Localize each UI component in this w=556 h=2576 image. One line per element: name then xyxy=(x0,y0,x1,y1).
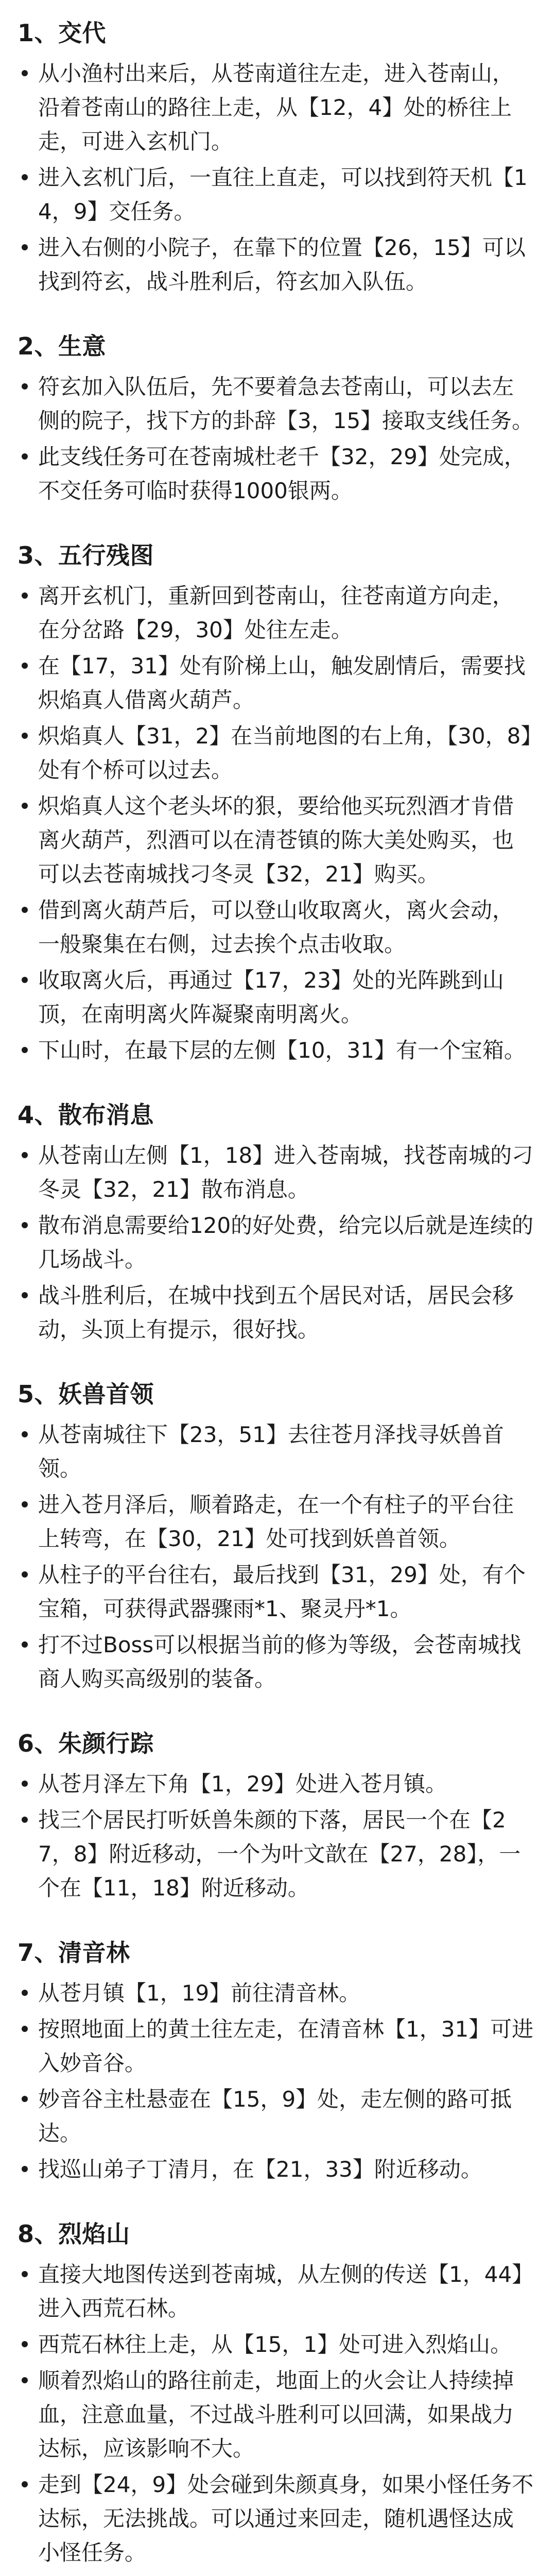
item-text: 散布消息需要给120的好处费，给完以后就是连续的几场战斗。 xyxy=(38,1213,534,1272)
list-item xyxy=(18,1139,534,1207)
bullet-icon xyxy=(22,70,28,76)
item-text: 炽焰真人这个老头坏的狠，要给他买玩烈酒才肯借离火葫芦，烈酒可以在清苍镇的陈大美处购买，也可以去苍南城找刁冬灵【32，21】购买。 xyxy=(38,793,514,887)
item-text: 战斗胜利后，在城中找到五个居民对话，居民会移动，头顶上有提示，很好找。 xyxy=(38,1283,514,1342)
list-item xyxy=(18,789,534,891)
list-item xyxy=(18,1033,534,1067)
bullet-icon xyxy=(22,1501,28,1507)
item-text: 西荒石林往上走，从【15，1】处可进入烈焰山。 xyxy=(38,2332,512,2357)
item-text: 找巡山弟子丁清月，在【21，33】附近移动。 xyxy=(38,2157,482,2182)
item-text: 从苍月镇【1，19】前往清音林。 xyxy=(38,1980,361,2006)
bullet-icon xyxy=(22,2481,28,2487)
bullet-icon xyxy=(22,733,28,739)
bullet-icon xyxy=(22,174,28,180)
list-item xyxy=(18,370,534,438)
section-6 xyxy=(18,1728,534,1905)
list-item xyxy=(18,579,534,647)
list-item xyxy=(18,1558,534,1626)
section-item-list xyxy=(18,2258,534,2576)
bullet-icon xyxy=(22,383,28,389)
list-item xyxy=(18,1803,534,1905)
bullet-icon xyxy=(22,2026,28,2032)
section-item-list xyxy=(18,1418,534,1696)
bullet-icon xyxy=(22,2341,28,2347)
list-item xyxy=(18,1279,534,1347)
section-4 xyxy=(18,1099,534,1347)
section-item-list xyxy=(18,1767,534,1905)
list-item xyxy=(18,2572,534,2576)
section-title: 3、五行残图 xyxy=(18,541,154,569)
list-item xyxy=(18,2328,534,2362)
list-item xyxy=(18,2153,534,2187)
item-text: 从苍南城往下【23，51】去往苍月泽找寻妖兽首领。 xyxy=(38,1422,504,1481)
item-text: 打不过Boss可以根据当前的修为等级，会苍南城找商人购买高级别的装备。 xyxy=(38,1632,522,1691)
section-title: 1、交代 xyxy=(18,19,107,47)
item-text: 在【17，31】处有阶梯上山，触发剧情后，需要找炽焰真人借离火葫芦。 xyxy=(38,653,526,713)
list-item xyxy=(18,231,534,299)
item-text: 从柱子的平台往右，最后找到【31，29】处，有个宝箱，可获得武器骤雨*1、聚灵丹*1。 xyxy=(38,1562,526,1621)
item-text: 从苍南山左侧【1，18】进入苍南城，找苍南城的刁冬灵【32，21】散布消息。 xyxy=(38,1143,534,1202)
item-text: 进入右侧的小院子，在靠下的位置【26，15】可以找到符玄，战斗胜利后，符玄加入队伍。 xyxy=(38,235,526,294)
bullet-icon xyxy=(22,1781,28,1787)
list-item xyxy=(18,1767,534,1801)
bullet-icon xyxy=(22,244,28,250)
item-text: 此支线任务可在苍南城杜老千【32，29】处完成，不交任务可临时获得1000银两。 xyxy=(38,444,526,503)
item-text: 符玄加入队伍后，先不要着急去苍南山，可以去左侧的院子，找下方的卦辞【3，15】接取支线任务。 xyxy=(38,374,534,433)
item-text: 妙音谷主杜悬壶在【15，9】处，走左侧的路可抵达。 xyxy=(38,2087,512,2146)
list-item xyxy=(18,440,534,508)
section-title: 8、烈焰山 xyxy=(18,2220,130,2248)
list-item xyxy=(18,1209,534,1277)
section-7 xyxy=(18,1937,534,2187)
section-item-list xyxy=(18,1139,534,1347)
section-item-list xyxy=(18,370,534,508)
item-text: 从苍月泽左下角【1，29】处进入苍月镇。 xyxy=(38,1771,447,1797)
bullet-icon xyxy=(22,1571,28,1578)
bullet-icon xyxy=(22,803,28,809)
list-item xyxy=(18,1628,534,1696)
bullet-icon xyxy=(22,1817,28,1823)
list-item xyxy=(18,2468,534,2570)
bullet-icon xyxy=(22,2377,28,2383)
bullet-icon xyxy=(22,977,28,983)
list-item xyxy=(18,963,534,1031)
section-title: 6、朱颜行踪 xyxy=(18,1730,154,1757)
item-text: 按照地面上的黄土往左走，在清音林【1，31】可进入妙音谷。 xyxy=(38,2016,534,2076)
section-title: 2、生意 xyxy=(18,332,107,360)
list-item xyxy=(18,2082,534,2150)
list-item xyxy=(18,1976,534,2010)
section-item-list xyxy=(18,57,534,299)
item-text: 进入苍月泽后，顺着路走，在一个有柱子的平台往上转弯，在【30，21】处可找到妖兽首领。 xyxy=(38,1492,514,1551)
section-3 xyxy=(18,540,534,1067)
section-8 xyxy=(18,2218,534,2576)
section-1 xyxy=(18,18,534,299)
bullet-icon xyxy=(22,1222,28,1228)
section-item-list xyxy=(18,1976,534,2187)
item-text: 从小渔村出来后，从苍南道往左走，进入苍南山，沿着苍南山的路往上走，从【12，4】处的桥往上走，可进入玄机门。 xyxy=(38,61,514,154)
item-text: 收取离火后，再通过【17，23】处的光阵跳到山顶，在南明离火阵凝聚南明离火。 xyxy=(38,968,504,1027)
section-item-list xyxy=(18,579,534,1067)
bullet-icon xyxy=(22,2271,28,2277)
bullet-icon xyxy=(22,453,28,460)
list-item xyxy=(18,2258,534,2326)
section-5 xyxy=(18,1379,534,1696)
section-title: 7、清音林 xyxy=(18,1939,130,1967)
item-text: 直接大地图传送到苍南城，从左侧的传送【1，44】进入西荒石林。 xyxy=(38,2262,534,2321)
bullet-icon xyxy=(22,1292,28,1298)
bullet-icon xyxy=(22,1641,28,1648)
list-item xyxy=(18,57,534,159)
list-item xyxy=(18,719,534,787)
list-item xyxy=(18,649,534,717)
bullet-icon xyxy=(22,1990,28,1996)
section-title: 4、散布消息 xyxy=(18,1101,154,1129)
bullet-icon xyxy=(22,663,28,669)
bullet-icon xyxy=(22,592,28,599)
section-2 xyxy=(18,331,534,508)
section-title: 5、妖兽首领 xyxy=(18,1380,154,1408)
item-text: 借到离火葫芦后，可以登山收取离火，离火会动，一般聚集在右侧，过去挨个点击收取。 xyxy=(38,897,514,957)
item-text: 离开玄机门，重新回到苍南山，往苍南道方向走，在分岔路【29，30】处往左走。 xyxy=(38,583,514,642)
item-text: 炽焰真人【31，2】在当前地图的右上角，【30，8】处有个桥可以过去。 xyxy=(38,723,532,783)
item-text: 下山时，在最下层的左侧【10，31】有一个宝箱。 xyxy=(38,1038,526,1063)
item-text: 找三个居民打听妖兽朱颜的下落，居民一个在【27，8】附近移动，一个为叶文歆在【27，28】，一个在【11，18】附近移动。 xyxy=(38,1807,521,1901)
list-item xyxy=(18,893,534,961)
bullet-icon xyxy=(22,1152,28,1158)
item-text: 进入玄机门后，一直往上直走，可以找到符天机【14，9】交任务。 xyxy=(38,165,528,224)
item-text: 顺着烈焰山的路往前走，地面上的火会让人持续掉血，注意血量，不过战斗胜利可以回满，如果战力达标，应该影响不大。 xyxy=(38,2368,514,2461)
bullet-icon xyxy=(22,2166,28,2172)
list-item xyxy=(18,161,534,229)
bullet-icon xyxy=(22,1431,28,1437)
item-text: 走到【24，9】处会碰到朱颜真身，如果小怪任务不达标，无法挑战。可以通过来回走，随机遇怪达成小怪任务。 xyxy=(38,2472,534,2565)
list-item xyxy=(18,2364,534,2466)
list-item xyxy=(18,1418,534,1486)
bullet-icon xyxy=(22,2096,28,2102)
bullet-icon xyxy=(22,907,28,913)
list-item xyxy=(18,1488,534,1556)
bullet-icon xyxy=(22,1047,28,1053)
list-item xyxy=(18,2012,534,2080)
